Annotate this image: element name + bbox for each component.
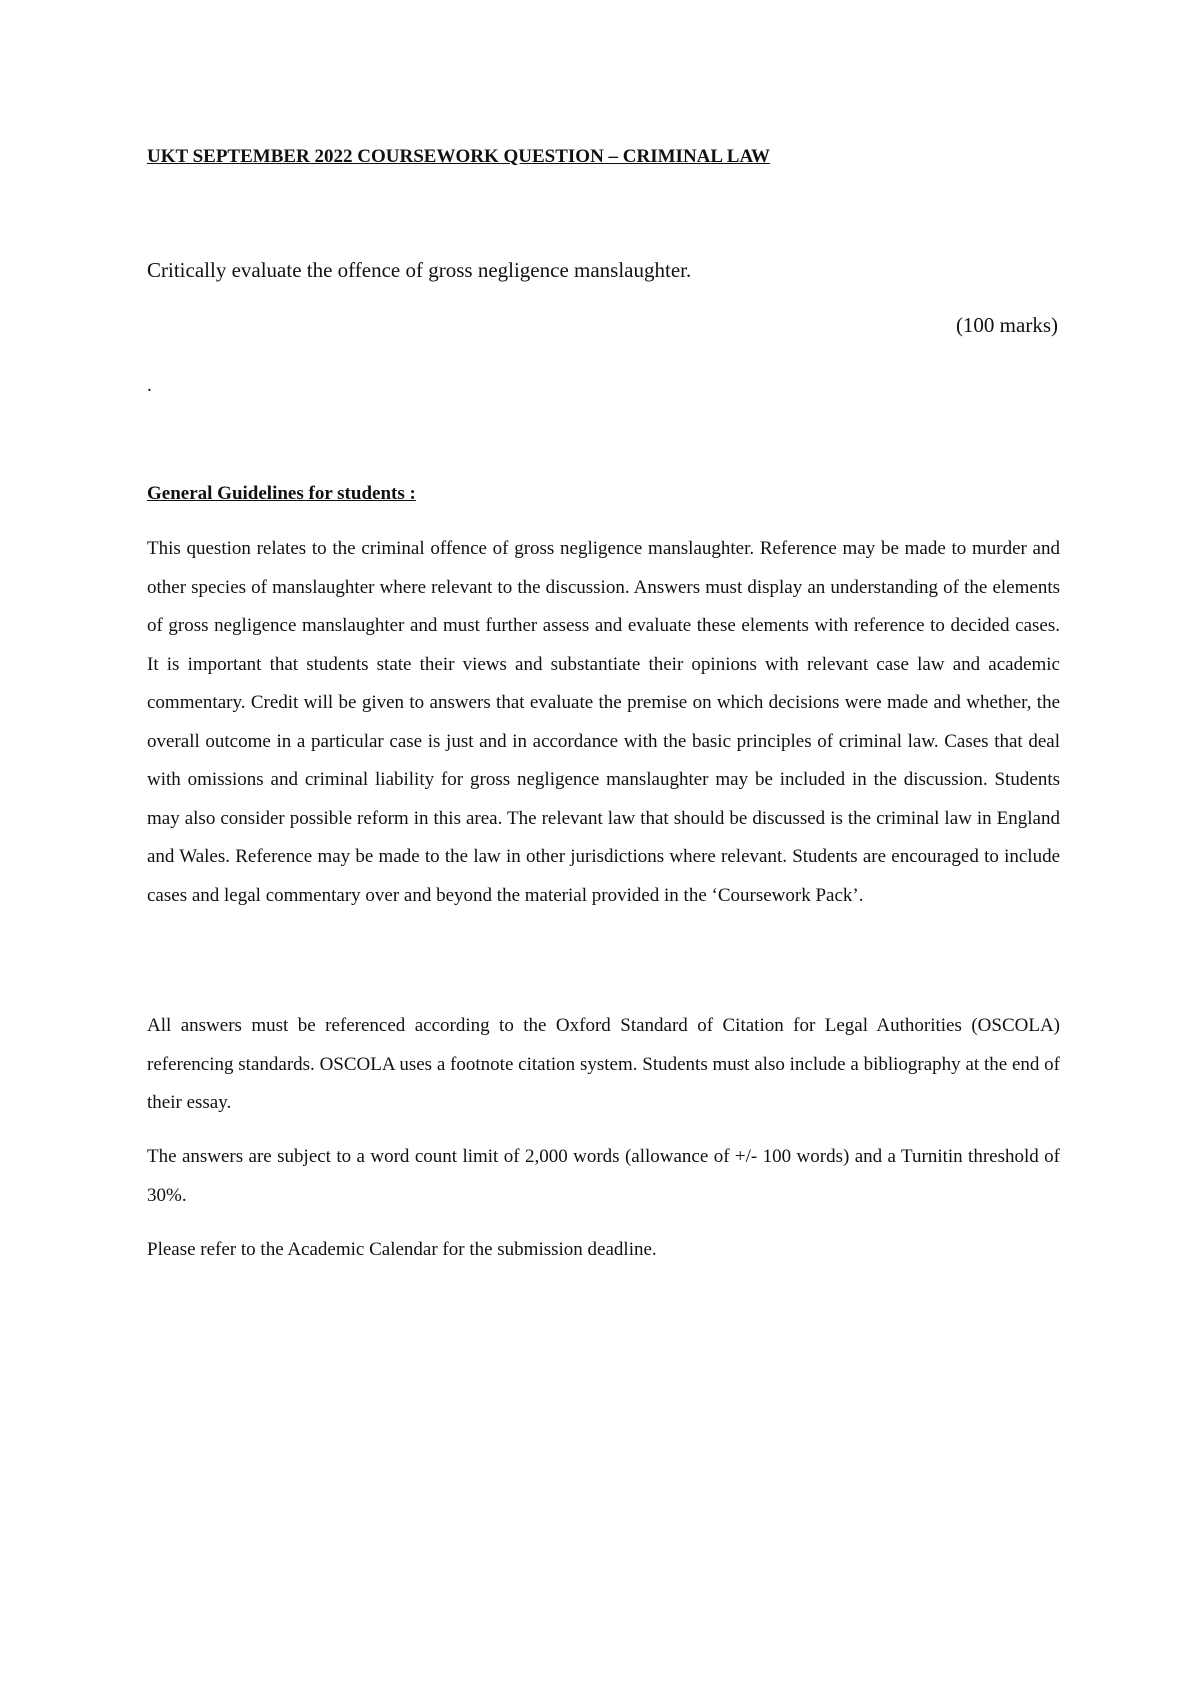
guidelines-paragraph-deadline: Please refer to the Academic Calendar for the submission deadline. — [147, 1239, 657, 1260]
stray-period: . — [147, 375, 152, 396]
guidelines-heading: General Guidelines for students : — [147, 483, 416, 504]
guidelines-paragraph-scope: This question relates to the criminal offence of gross negligence manslaughter. Reference may be made to murder and other species of manslaughter where relevant to the discussion. Answers must display an understanding of the elements of gross negligence manslaughter and must further assess and evaluate these elements with reference to decided cases. It is important that students state their views and substantiate their opinions with relevant case law and academic commentary. Credit will be given to answers that evaluate the premise on which decisions were made and whether, the overall outcome in a particular case is just and in accordance with the basic principles of criminal law. Cases that deal with omissions and criminal liability for gross negligence manslaughter may be included in the discussion. Students may also consider possible reform in this area. The relevant law that should be discussed is the criminal law in England and Wales. Reference may be made to the law in other jurisdictions where relevant. Students are encouraged to include cases and legal commentary over and beyond the material provided in the ‘Coursework Pack’. — [147, 538, 1060, 906]
document-title: UKT SEPTEMBER 2022 COURSEWORK QUESTION – CRIMINAL LAW — [147, 146, 771, 167]
guidelines-paragraph-referencing: All answers must be referenced according to the Oxford Standard of Citation for Legal Authorities (OSCOLA) referencing standards. OSCOLA uses a footnote citation system. Students must also include a bibliography at the end of their essay. — [147, 1015, 1060, 1113]
coursework-question: Critically evaluate the offence of gross negligence manslaughter. — [147, 258, 692, 282]
guidelines-paragraph-word-count: The answers are subject to a word count limit of 2,000 words (allowance of +/- 100 words) and a Turnitin threshold of 30%. — [147, 1146, 1060, 1206]
marks-allocation: (100 marks) — [955, 313, 1058, 337]
